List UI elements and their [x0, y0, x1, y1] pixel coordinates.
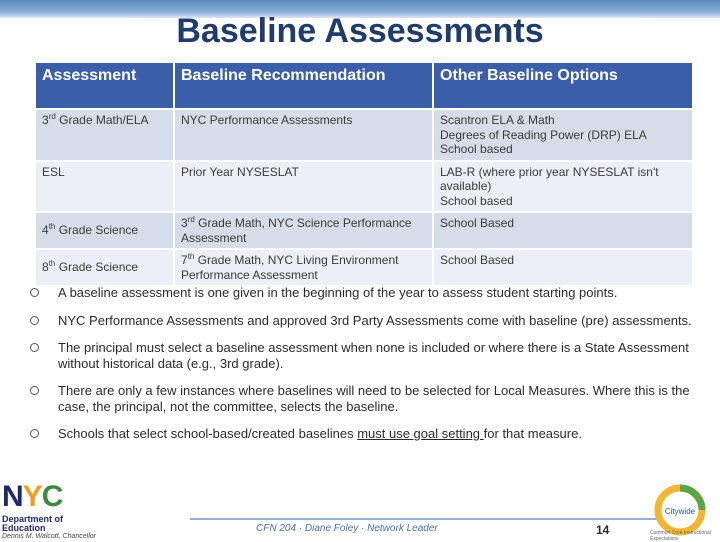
table-row: [36, 213, 692, 248]
list-item: NYC Performance Assessments and approved 3rd Party Assessments come with baseline (pre) assessments.: [30, 313, 700, 329]
citywide-badge-icon: [654, 484, 706, 536]
cell-assessment: 8th Grade Science: [36, 250, 173, 285]
list-item: Schools that select school-based/created baselines must use goal setting for that measure.: [30, 426, 700, 442]
bullet-circle-icon: [30, 386, 39, 395]
bullet-circle-icon: [30, 429, 39, 438]
page-title: Baseline Assessments: [176, 12, 544, 50]
nyc-logo-letters: NYC: [2, 480, 63, 513]
cell-assessment: ESL: [36, 162, 173, 212]
badge-caption: Common Core Instructional Expectations: [650, 530, 711, 542]
cell-recommendation: 7th Grade Math, NYC Living Environment Performance Assessment: [175, 250, 432, 285]
underlined-phrase: must use goal setting: [357, 426, 484, 441]
bullet-circle-icon: [30, 288, 39, 297]
chancellor-signature: Dennis M. Walcott, Chancellor: [2, 533, 97, 540]
nyc-doe-logo: [0, 480, 115, 540]
footer-divider: [190, 518, 660, 520]
cell-recommendation: 3rd Grade Math, NYC Science Performance Assessment: [175, 213, 432, 248]
cell-options: Scantron ELA & Math Degrees of Reading Power (DRP) ELA School based: [434, 110, 692, 160]
table-row: [36, 250, 692, 285]
cell-recommendation: NYC Performance Assessments: [175, 110, 432, 160]
bullet-circle-icon: [30, 343, 39, 352]
list-item: A baseline assessment is one given in the beginning of the year to assess student starting points.: [30, 285, 700, 301]
bullet-circle-icon: [30, 316, 39, 325]
header-assessment: Assessment: [36, 63, 173, 108]
table-row: [36, 110, 692, 160]
nyc-dept-text: Department of Education: [2, 514, 64, 533]
page-number: 14: [596, 523, 610, 537]
header-baseline-recommendation: Baseline Recommendation: [175, 63, 432, 108]
list-item: There are only a few instances where baselines will need to be selected for Local Measures. Where this is the case, the principal, not the committee, selects the baseline.: [30, 383, 700, 414]
cell-options: School Based: [434, 213, 692, 248]
table-header-row: [36, 63, 692, 108]
svg-text:Citywide: Citywide: [664, 507, 696, 516]
assessment-table: [34, 61, 694, 287]
cell-assessment: 4th Grade Science: [36, 213, 173, 248]
list-item: The principal must select a baseline assessment when none is included or where there is a State Assessment without historical data (e.g., 3rd grade).: [30, 340, 700, 371]
cell-recommendation: Prior Year NYSESLAT: [175, 162, 432, 212]
cell-options: School Based: [434, 250, 692, 285]
bullet-list: [30, 285, 700, 442]
footer-text: CFN 204 · Diane Foley · Network Leader: [256, 523, 438, 534]
cell-options: LAB-R (where prior year NYSESLAT isn't available) School based: [434, 162, 692, 212]
header-other-options: Other Baseline Options: [434, 63, 692, 108]
table-row: [36, 162, 692, 212]
cell-assessment: 3rd Grade Math/ELA: [36, 110, 173, 160]
